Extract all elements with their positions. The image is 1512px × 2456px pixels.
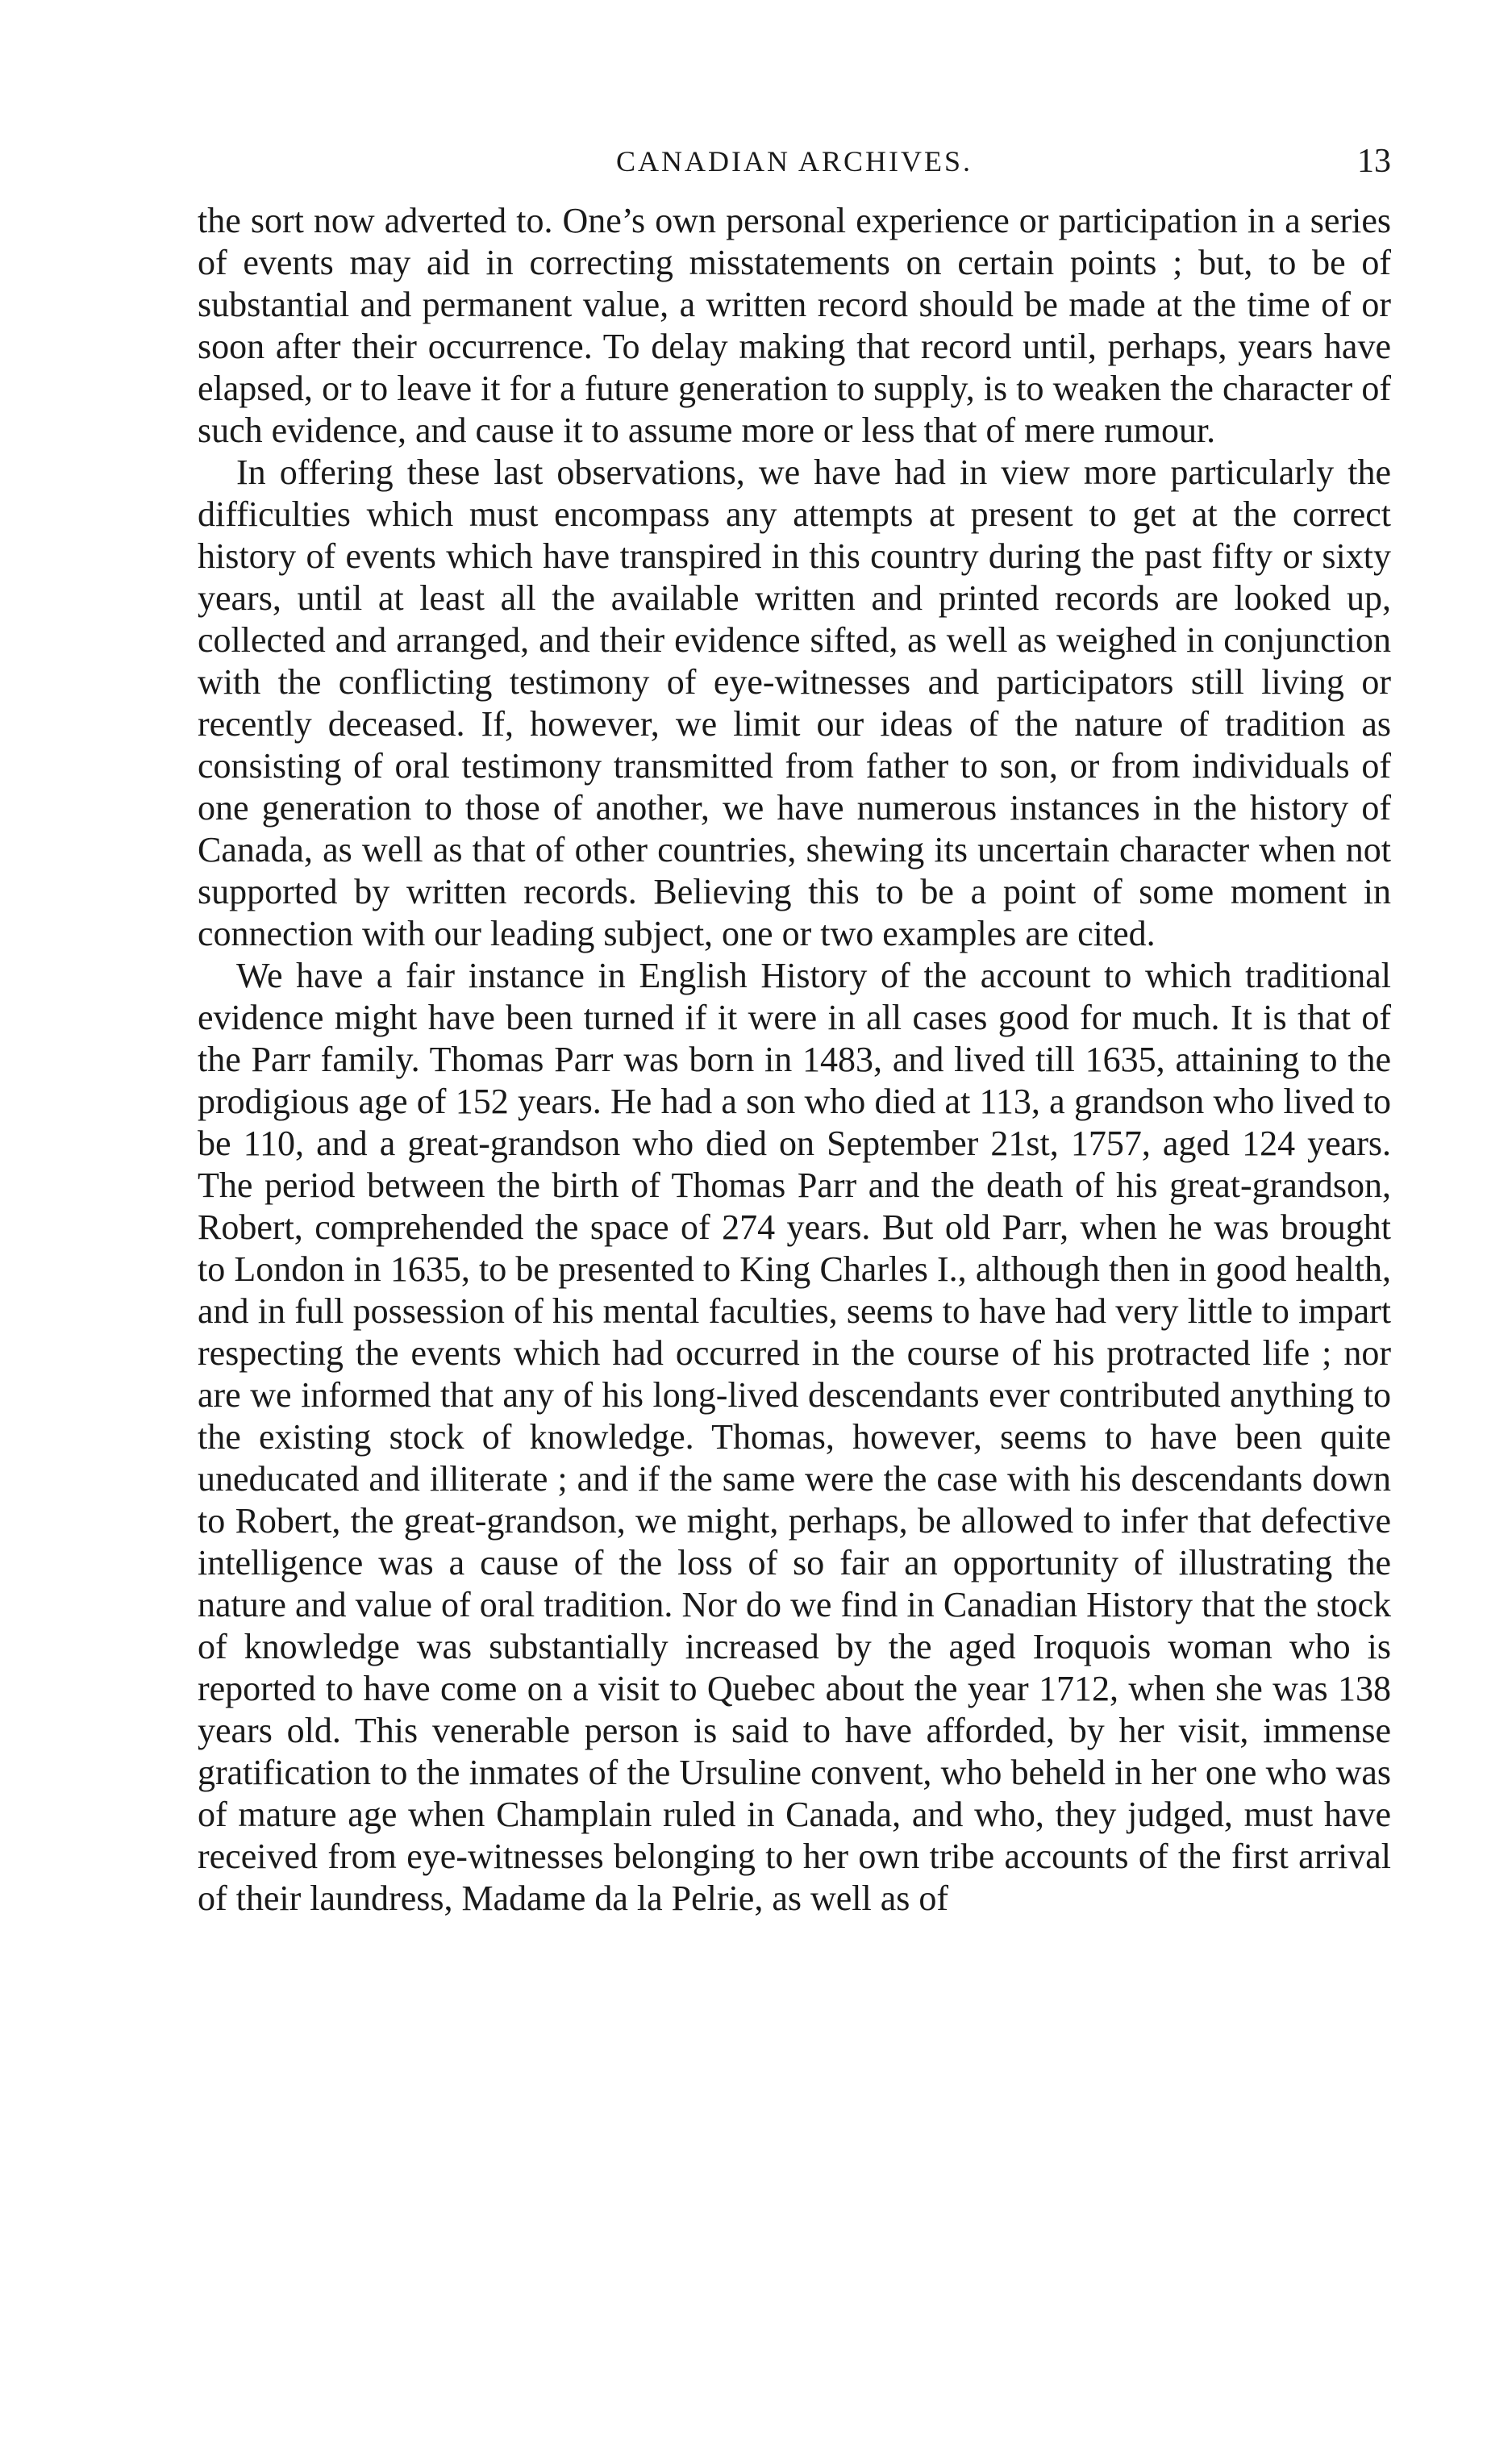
running-title: CANADIAN ARCHIVES. [615, 145, 973, 177]
page-number: 13 [1357, 143, 1391, 180]
running-head [198, 137, 1391, 186]
text-body [198, 200, 1391, 1920]
paragraph-oral-tradition: In offering these last observations, we have had in view more particularly the difficulties which must encompass any attempts at present to get at the correct history of events which have transpired in this country during the past fifty or sixty years, until at least all the available written and printed records are looked up, collected and arranged, and their evidence sifted, as well as weighed in conjunction with the conflicting testimony of eye-witnesses and participators still living or recently deceased. If, however, we limit our ideas of the nature of tradition as consisting of oral testimony transmitted from father to son, or from individuals of one generation to those of another, we have numerous instances in the history of Canada, as well as that of other countries, shewing its uncertain character when not supported by written records. Believing this to be a point of some moment in connection with our leading subject, one or two examples are cited. [198, 452, 1391, 953]
paragraph-continuation: the sort now adverted to. One’s own personal experience or participation in a series of events may aid in correcting misstatements on certain points ; but, to be of substantial and permanent value, a written record should be made at the time of or soon after their occurrence. To delay making that record until, perhaps, years have elapsed, or to leave it for a future generation to supply, is to weaken the character of such evidence, and cause it to assume more or less that of mere rumour. [198, 201, 1391, 450]
paragraph-parr-family: We have a fair instance in English History of the account to which traditional evidence might have been turned if it were in all cases good for much. It is that of the Parr family. Thomas Parr was born in 1483, and lived till 1635, attaining to the prodigious age of 152 years. He had a son who died at 113, a grandson who lived to be 110, and a great-grandson who died on September 21st, 1757, aged 124 years. The period between the birth of Thomas Parr and the death of his great-grandson, Robert, comprehended the space of 274 years. But old Parr, when he was brought to London in 1635, to be presented to King Charles I., although then in good health, and in full possession of his mental faculties, seems to have had very little to impart respecting the events which had occurred in the course of his protracted life ; nor are we informed that any of his long-lived descendants ever contributed anything to the existing stock of knowledge. Thomas, however, seems to have been quite uneducated and illiterate ; and if the same were the case with his descendants down to Robert, the great-grandson, we might, perhaps, be allowed to infer that defective intelligence was a cause of the loss of so fair an opportunity of illustrating the nature and value of oral tradition. Nor do we find in Canadian History that the stock of knowledge was substantially increased by the aged Iroquois woman who is reported to have come on a visit to Quebec about the year 1712, when she was 138 years old. This venerable person is said to have afforded, by her visit, immense gratification to the inmates of the Ursuline convent, who beheld in her one who was of mature age when Champlain ruled in Canada, and who, they judged, must have received from eye-witnesses belonging to her own tribe accounts of the first arrival of their laundress, Madame da la Pelrie, as well as of [198, 956, 1391, 1918]
